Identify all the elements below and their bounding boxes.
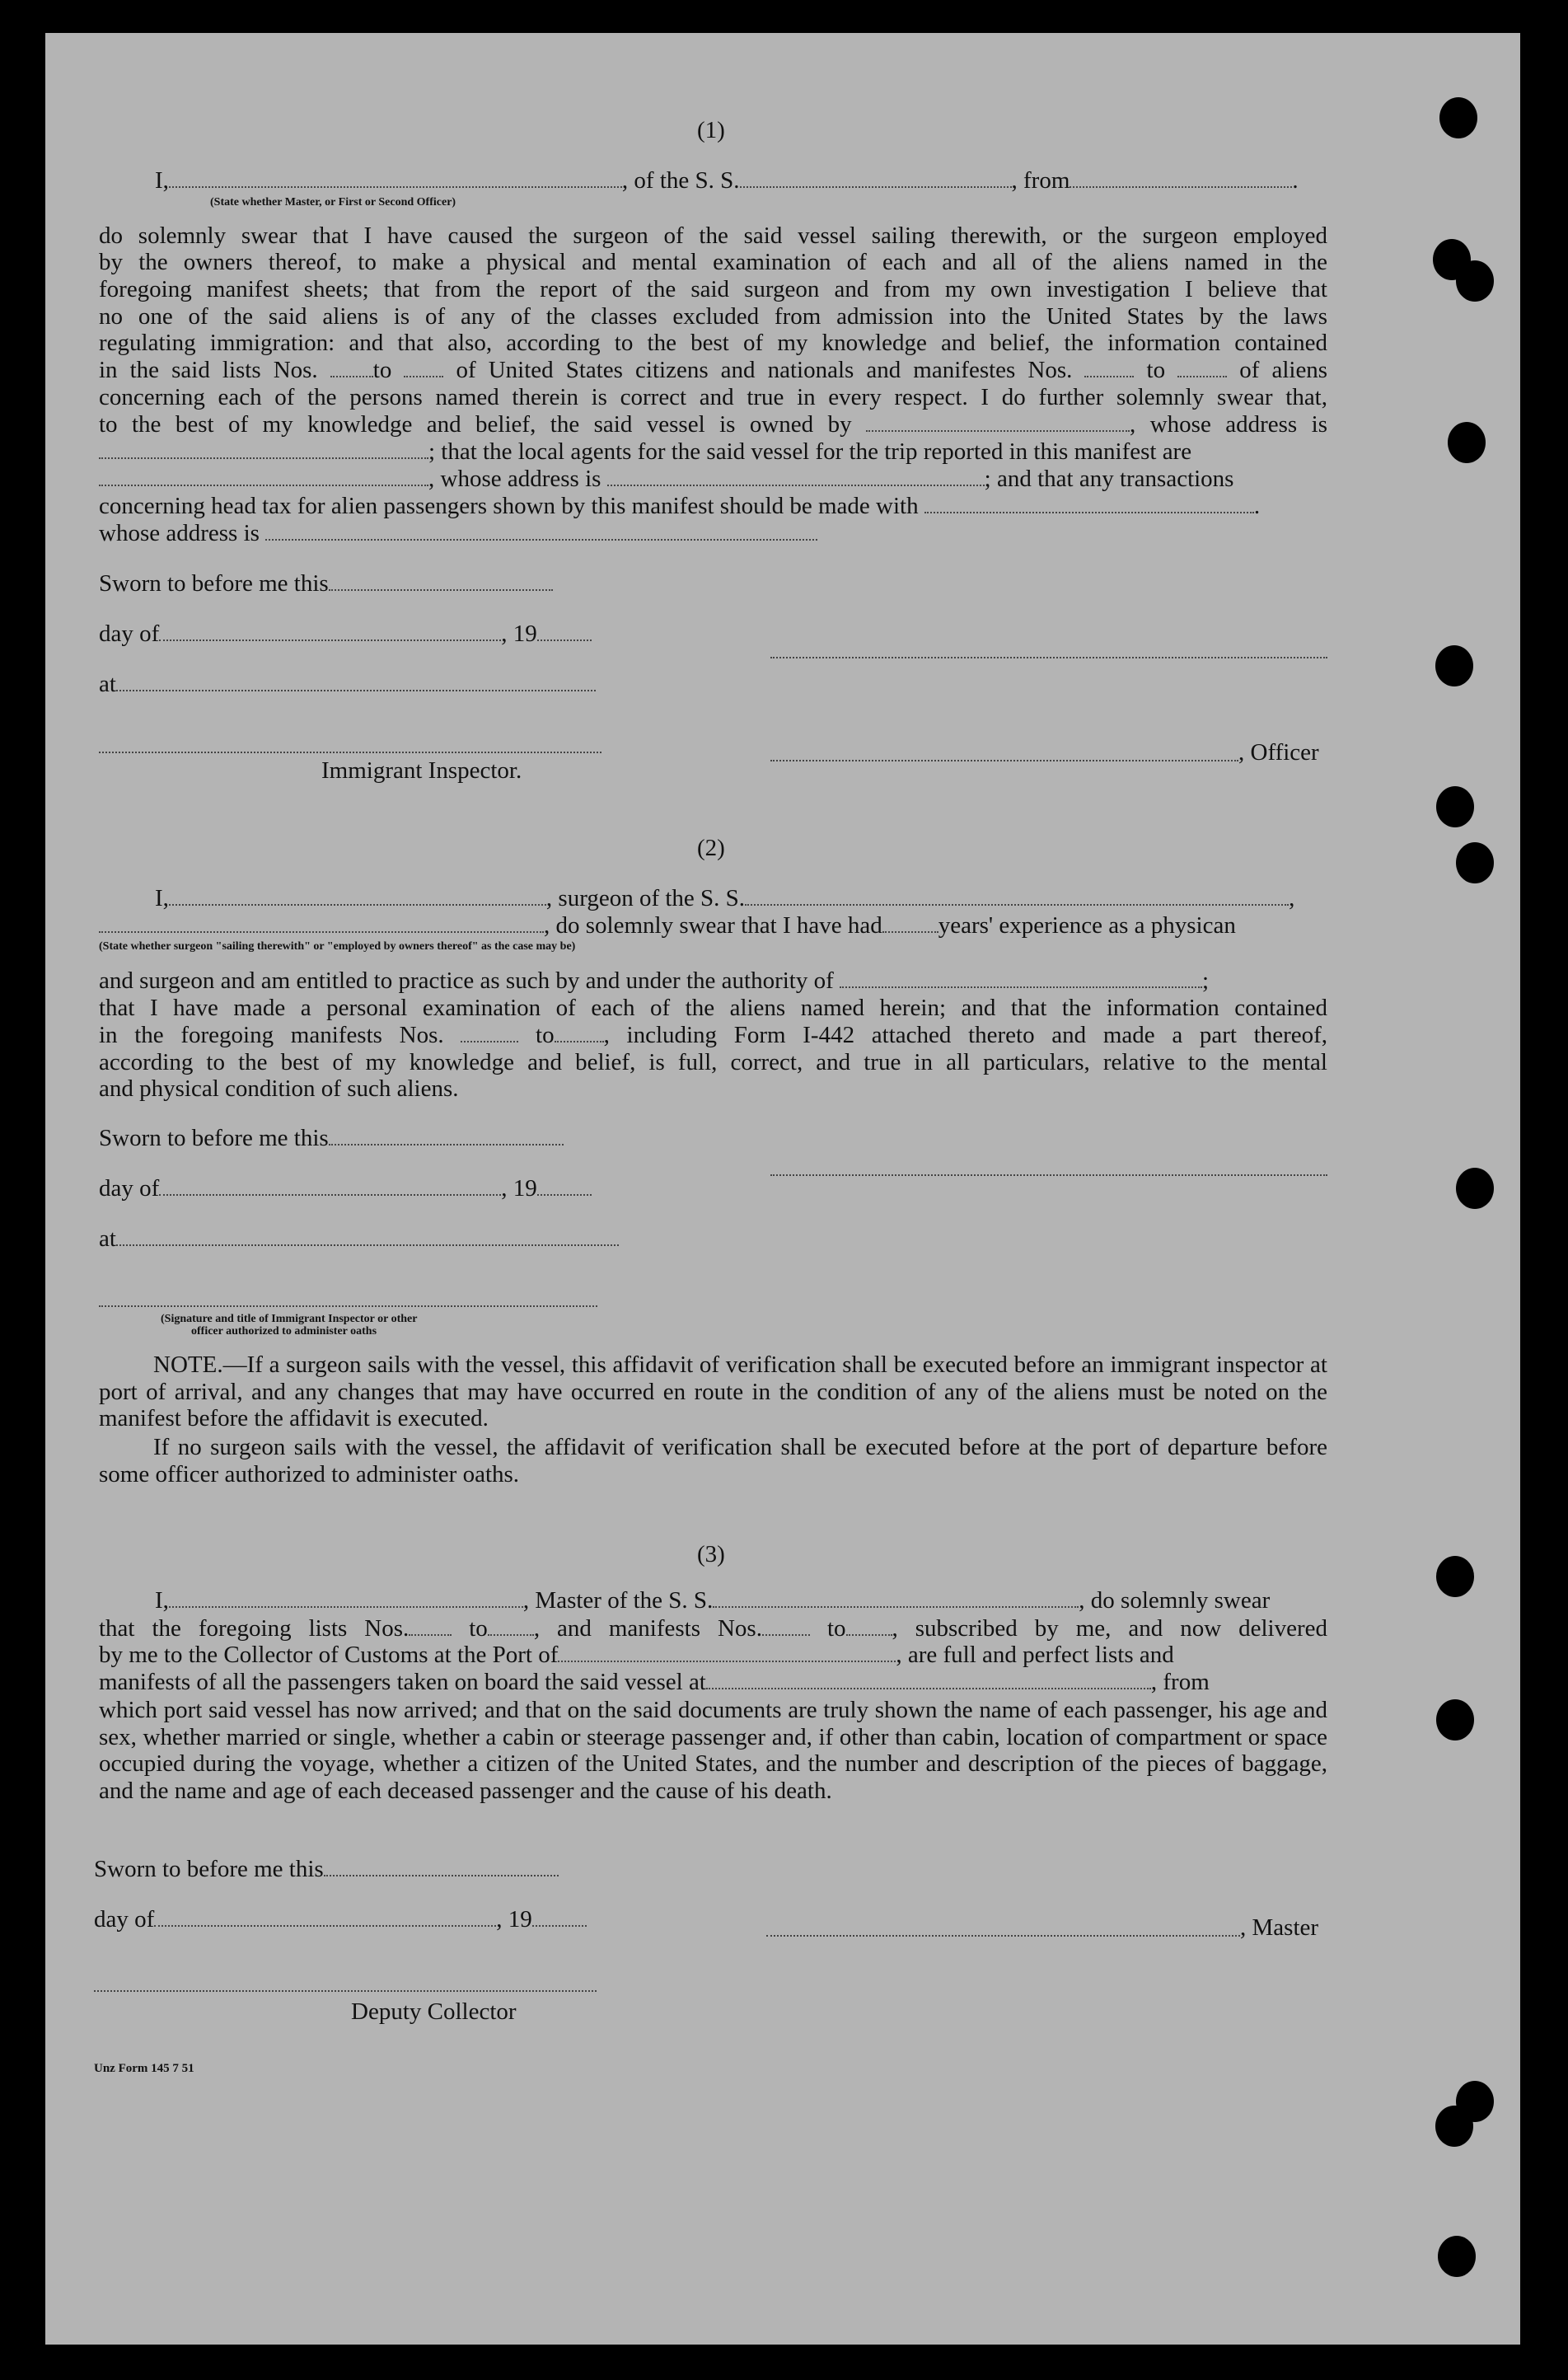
punch-hole bbox=[1456, 842, 1494, 883]
text-line: do solemnly swear that I have caused the surgeon of the said vessel sailing therewith, or the surgeon employed bbox=[99, 223, 1327, 249]
sworn-place-field[interactable] bbox=[116, 689, 596, 691]
date-line: day of , 19 bbox=[99, 621, 592, 646]
field-note: (State whether Master, or First or Second Officer) bbox=[210, 196, 456, 208]
collector-signature-line[interactable] bbox=[94, 1990, 597, 1992]
section-number: (2) bbox=[697, 835, 725, 861]
sworn-day-field[interactable] bbox=[324, 1874, 559, 1876]
local-agents-field[interactable] bbox=[99, 484, 428, 486]
sworn-place-field[interactable] bbox=[116, 1244, 619, 1246]
citizen-list-from-field[interactable] bbox=[330, 375, 373, 377]
agents-address-field[interactable] bbox=[607, 484, 985, 486]
date-line: day of , 19 bbox=[99, 1176, 592, 1201]
master-vessel-field[interactable] bbox=[713, 1605, 1079, 1608]
punch-hole bbox=[1435, 2106, 1473, 2147]
collector-label: Deputy Collector bbox=[351, 1998, 517, 2025]
signature-note: officer authorized to administer oaths bbox=[191, 1325, 377, 1338]
boarding-port-field[interactable] bbox=[706, 1687, 1151, 1689]
text-paragraph: which port said vessel has now arrived; and that on the said documents are truly shown the name of each passenger, his age and sex, whether married or single, whether a cabin or steerage passenger and, if other than cabin, location of compartment or space occupied during the voyage, whether a citizen of the United States, and the number and description of the pieces of baggage, and the name and age of each deceased passenger and the cause of his death. bbox=[99, 1697, 1327, 1804]
sworn-year-field[interactable] bbox=[532, 1924, 587, 1927]
text-line: and surgeon and am entitled to practice as such by and under the authority of ; bbox=[99, 967, 1210, 994]
alien-manifest-from-field[interactable] bbox=[1084, 375, 1134, 377]
punch-hole bbox=[1435, 645, 1473, 686]
sworn-line: Sworn to before me this bbox=[99, 571, 553, 596]
text-line: no one of the said aliens is of any of the classes excluded from admission into the United States by the laws bbox=[99, 303, 1327, 330]
note-paragraph: If no surgeon sails with the vessel, the affidavit of verification shall be executed before at the port of departure before some officer authorized to administer oaths. bbox=[99, 1434, 1327, 1488]
note-paragraph: NOTE.—If a surgeon sails with the vessel, this affidavit of verification shall be executed before an immigrant inspector at port of arrival, and any changes that may have occurred en route in the condition of any of the aliens must be noted on the manifest before the affidavit is executed. bbox=[99, 1352, 1327, 1432]
form-line: , do solemnly swear that I have had years' experience as a physican bbox=[99, 913, 1236, 938]
text-line: that I have made a personal examination of each of the aliens named herein; and that the information contained bbox=[99, 995, 1327, 1021]
sworn-day-field[interactable] bbox=[329, 588, 553, 591]
vessel-name-field[interactable] bbox=[740, 185, 1012, 188]
punch-hole bbox=[1436, 1556, 1474, 1597]
section-number: (3) bbox=[697, 1541, 725, 1567]
sworn-month-field[interactable] bbox=[159, 639, 501, 641]
signature-line[interactable] bbox=[770, 657, 1327, 658]
lists-from-field[interactable] bbox=[409, 1633, 452, 1636]
sworn-month-field[interactable] bbox=[159, 1193, 501, 1196]
master-signature-line[interactable] bbox=[766, 1935, 1240, 1937]
text-line: by the owners thereof, to make a physical and mental examination of each and all of the aliens named in the bbox=[99, 249, 1327, 275]
inspector-signature-line[interactable] bbox=[99, 1305, 597, 1307]
text-line: and physical condition of such aliens. bbox=[99, 1075, 459, 1102]
form-line: I, , Master of the S. S. , do solemnly swear bbox=[155, 1587, 1271, 1614]
text-line: ; that the local agents for the said vessel for the trip reported in this manifest are bbox=[99, 439, 1191, 464]
place-line: at bbox=[99, 672, 596, 696]
punch-hole bbox=[1436, 1699, 1474, 1740]
text-line: manifests of all the passengers taken on board the said vessel at , from bbox=[99, 1669, 1210, 1695]
text-line: concerning each of the persons named therein is correct and true in every respect. I do further solemnly swear that, bbox=[99, 384, 1327, 410]
text-line: , whose address is ; and that any transactions bbox=[99, 466, 1233, 491]
master-name-field[interactable] bbox=[169, 1605, 523, 1608]
punch-hole bbox=[1448, 422, 1486, 463]
vessel-owner-field[interactable] bbox=[866, 429, 1130, 432]
punch-hole bbox=[1436, 786, 1474, 827]
text-line: whose address is bbox=[99, 521, 817, 546]
form-line: I, , surgeon of the S. S. , bbox=[155, 885, 1295, 911]
master-label: , Master bbox=[1240, 1914, 1319, 1941]
surgeon-name-field[interactable] bbox=[169, 903, 546, 906]
section-number: (1) bbox=[697, 117, 725, 143]
manifests-from-field[interactable] bbox=[762, 1633, 810, 1636]
practice-authority-field[interactable] bbox=[840, 986, 1202, 988]
place-line: at bbox=[99, 1226, 619, 1251]
sworn-day-field[interactable] bbox=[329, 1143, 564, 1145]
text-line: in the foregoing manifests Nos. to , including Form I-442 attached thereto and made a part thereof, bbox=[99, 1022, 1328, 1048]
punch-hole bbox=[1439, 97, 1477, 138]
surgeon-status-field[interactable] bbox=[99, 930, 544, 933]
lists-to-field[interactable] bbox=[488, 1633, 534, 1636]
customs-port-field[interactable] bbox=[558, 1660, 896, 1662]
punch-hole bbox=[1456, 260, 1494, 302]
date-line: day of , 19 bbox=[94, 1907, 587, 1932]
text-line: regulating immigration: and that also, according to the best of my knowledge and belief, the information contained bbox=[99, 330, 1327, 356]
sworn-year-field[interactable] bbox=[537, 1193, 592, 1196]
form-line: I, , of the S. S. , from . bbox=[155, 167, 1299, 194]
manifest-to-field[interactable] bbox=[555, 1040, 604, 1042]
sworn-line: Sworn to before me this bbox=[94, 1857, 559, 1881]
from-port-field[interactable] bbox=[1070, 185, 1292, 188]
punch-hole bbox=[1456, 1168, 1494, 1209]
sworn-year-field[interactable] bbox=[537, 639, 592, 641]
form-number: Unz Form 145 7 51 bbox=[94, 2062, 194, 2075]
officer-signature-line[interactable] bbox=[770, 760, 1238, 761]
head-tax-address-field[interactable] bbox=[265, 538, 817, 541]
officer-name-field[interactable] bbox=[169, 185, 622, 188]
text-line: according to the best of my knowledge and belief, is full, correct, and true in all particulars, relative to the mental bbox=[99, 1049, 1327, 1075]
sworn-line: Sworn to before me this bbox=[99, 1126, 564, 1150]
head-tax-party-field[interactable] bbox=[924, 511, 1254, 513]
punch-hole bbox=[1438, 2236, 1476, 2277]
surgeon-signature-line[interactable] bbox=[770, 1174, 1327, 1176]
text-line: in the said lists Nos. to of United States citizens and nationals and manifestes Nos. to of aliens bbox=[99, 357, 1328, 383]
surgeon-vessel-field[interactable] bbox=[745, 903, 1289, 906]
field-note: (State whether surgeon "sailing therewith" or "employed by owners thereof" as the case may be) bbox=[99, 940, 576, 953]
manifests-to-field[interactable] bbox=[846, 1633, 892, 1636]
inspector-signature-line[interactable] bbox=[99, 752, 601, 753]
text-line: to the best of my knowledge and belief, the said vessel is owned by , whose address is bbox=[99, 411, 1327, 438]
sworn-month-field[interactable] bbox=[154, 1924, 496, 1927]
citizen-list-to-field[interactable] bbox=[404, 375, 443, 377]
owner-address-field[interactable] bbox=[99, 457, 428, 459]
text-line: that the foregoing lists Nos. to , and manifests Nos. to , subscribed by me, and now delivered bbox=[99, 1615, 1327, 1642]
text-line: by me to the Collector of Customs at the Port of , are full and perfect lists and bbox=[99, 1642, 1174, 1668]
signature-note: (Signature and title of Immigrant Inspector or other bbox=[161, 1313, 418, 1325]
inspector-label: Immigrant Inspector. bbox=[321, 757, 522, 784]
alien-manifest-to-field[interactable] bbox=[1177, 375, 1227, 377]
officer-label: , Officer bbox=[1238, 739, 1319, 766]
text-line: foregoing manifest sheets; that from the report of the said surgeon and from my own investigation I believe that bbox=[99, 276, 1327, 302]
years-experience-field[interactable] bbox=[882, 930, 938, 933]
text-line: concerning head tax for alien passengers shown by this manifest should be made with . bbox=[99, 493, 1261, 519]
manifest-from-field[interactable] bbox=[461, 1040, 518, 1042]
